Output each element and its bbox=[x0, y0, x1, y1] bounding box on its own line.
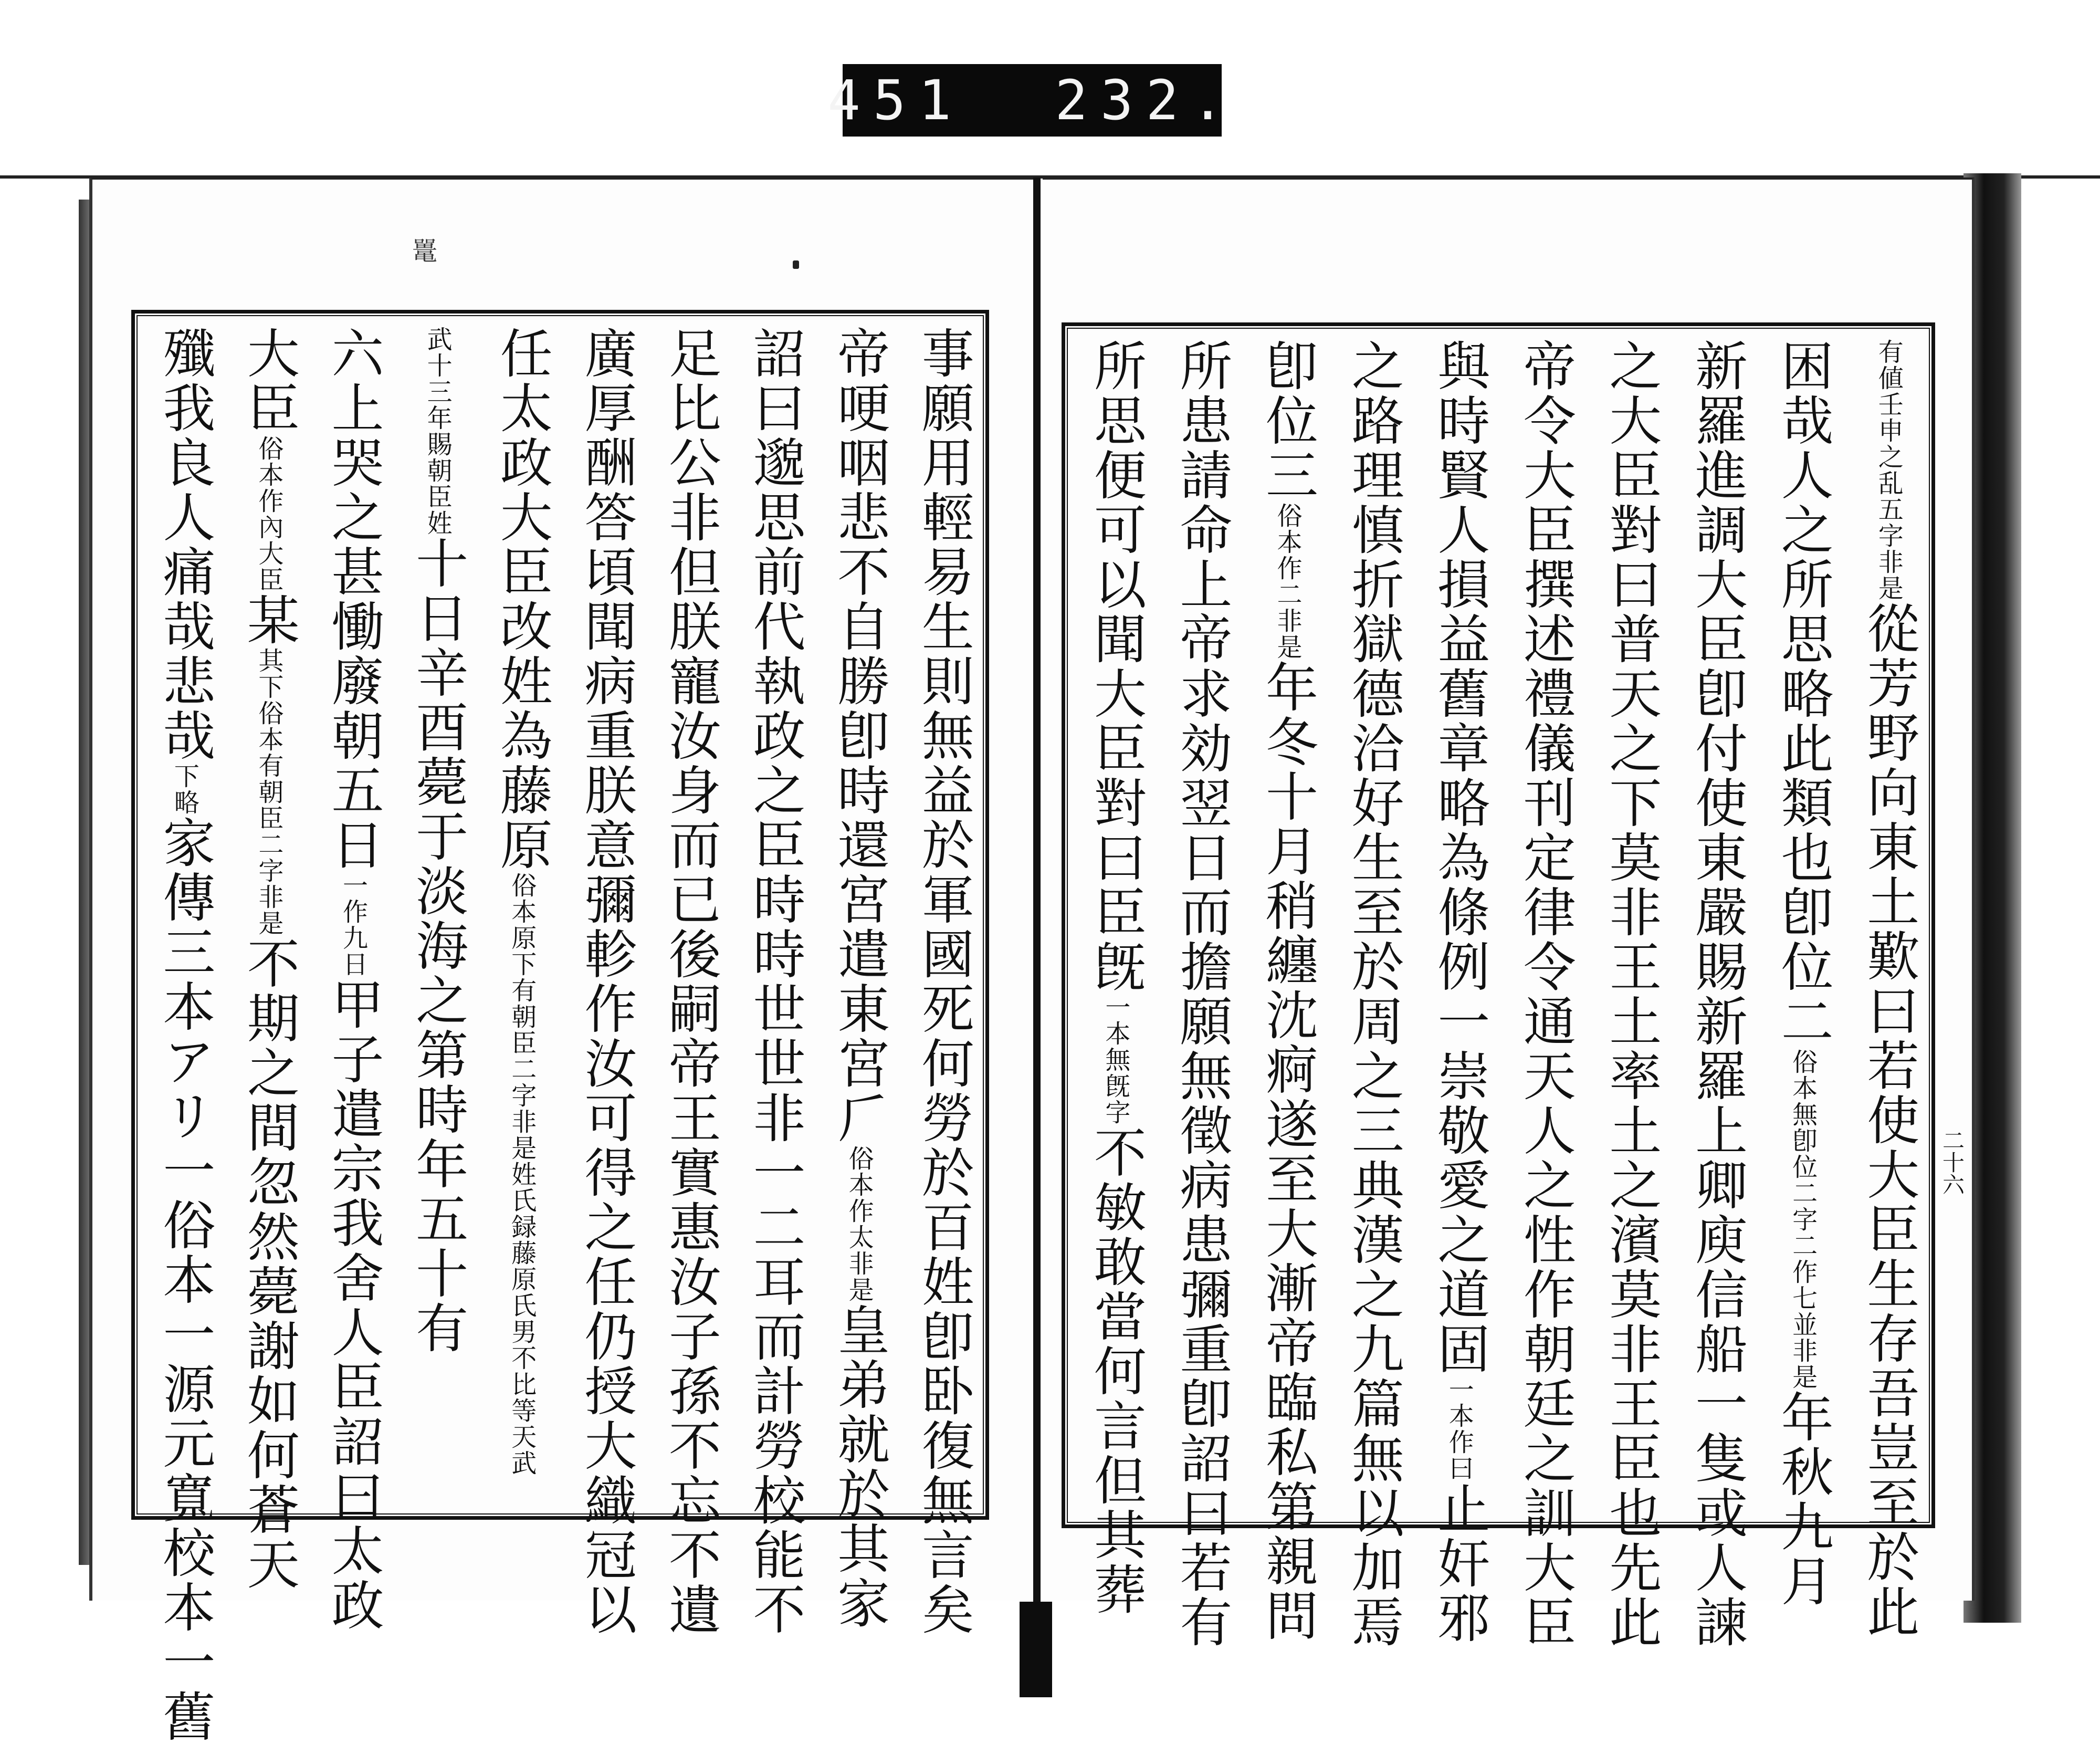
column-text: 不期之間忽然薨謝如何蒼天 bbox=[238, 936, 300, 1592]
column-text: 之路理慎折獄德洽好生至於周之三典漢之九篇無以加焉 bbox=[1342, 339, 1404, 1649]
text-column bbox=[1429, 339, 1490, 1645]
text-column bbox=[659, 326, 721, 1637]
column-text: 詔曰邈思前代執政之臣時時世世非一二耳而計勞校能不 bbox=[744, 326, 806, 1637]
right-text-frame bbox=[1062, 322, 1935, 1649]
book-spine-foot bbox=[1020, 1602, 1052, 1697]
annotation-note: 一本無旣字 bbox=[1100, 994, 1130, 1125]
annotation-note: 下略 bbox=[170, 763, 200, 816]
column-text: 年冬十月稍纏沈痾遂至大漸帝臨私第親問 bbox=[1257, 660, 1318, 1643]
column-text: 某 bbox=[238, 593, 300, 648]
text-column bbox=[912, 326, 974, 1637]
text-column bbox=[1858, 339, 1920, 1639]
text-column bbox=[491, 326, 553, 1476]
column-text: 之大臣對曰普天之下莫非王土率土之濱莫非王臣也先此 bbox=[1600, 339, 1662, 1649]
annotation-note: 有値壬申之乱五字非是 bbox=[1874, 339, 1904, 601]
column-text: 與時賢人損益舊章略為條例一崇敬愛之道固 bbox=[1429, 339, 1490, 1376]
column-text: 止奸邪 bbox=[1429, 1481, 1490, 1645]
column-text: 帝哽咽悲不自勝卽時還宮遣東宮𠂆 bbox=[828, 326, 890, 1145]
text-column bbox=[1686, 339, 1748, 1649]
text-column bbox=[322, 326, 384, 1633]
text-column bbox=[1600, 339, 1662, 1649]
left-page-header-mark: 鼍 bbox=[412, 237, 438, 266]
book-spine bbox=[1033, 177, 1041, 1697]
annotation-note: 俗本作二非是 bbox=[1273, 503, 1302, 660]
ink-dot bbox=[793, 260, 799, 269]
text-column bbox=[238, 326, 300, 1592]
text-column bbox=[1514, 339, 1576, 1649]
left-text-frame bbox=[131, 310, 989, 1744]
annotation-note: 俗本作內大臣 bbox=[254, 435, 284, 593]
text-column bbox=[407, 326, 469, 1355]
column-text: 不敏敢當何言但其葬 bbox=[1085, 1125, 1147, 1617]
column-text: 家傳三本アリ一俗本一源元寬校本一舊 bbox=[154, 816, 216, 1744]
column-text: 新羅進調大臣卽付使東嚴賜新羅上卿庾信船一隻或人諫 bbox=[1686, 339, 1748, 1649]
annotation-note: 武十三年賜朝臣姓 bbox=[423, 326, 453, 536]
column-text: 六上哭之甚慟廢朝五日 bbox=[322, 326, 384, 872]
text-column bbox=[1772, 339, 1834, 1609]
annotation-note: 俗本原下有朝臣二字非是姓氏録藤原氏男不比等天武 bbox=[507, 872, 537, 1476]
text-column bbox=[828, 326, 890, 1631]
text-column bbox=[1257, 339, 1318, 1643]
column-text: 任太政大臣改姓為藤原 bbox=[491, 326, 553, 872]
column-text: 帝令大臣撰述禮儀刊定律令通天人之性作朝廷之訓大臣 bbox=[1514, 339, 1576, 1649]
column-text: 皇弟就於其家 bbox=[828, 1303, 890, 1631]
column-text: 所患請命上帝求効翌日而擔願無徵病患彌重卽詔曰若有 bbox=[1171, 339, 1233, 1649]
column-text: 殲我良人痛哉悲哉 bbox=[154, 326, 216, 763]
text-column bbox=[744, 326, 806, 1637]
column-text: 年秋九月 bbox=[1772, 1390, 1834, 1609]
text-column bbox=[1085, 339, 1147, 1617]
column-text: 從芳野向東土歎曰若使大臣生存吾豈至於此 bbox=[1858, 601, 1920, 1639]
column-text: 所思便可以聞大臣對曰臣旣 bbox=[1085, 339, 1147, 994]
text-column bbox=[575, 326, 637, 1637]
text-column bbox=[154, 326, 216, 1744]
page-number: 二十六 bbox=[1939, 1129, 1965, 1195]
annotation-note: 一本作曰 bbox=[1444, 1376, 1474, 1481]
column-text: 十日辛酉薨于淡海之第時年五十有 bbox=[407, 536, 469, 1355]
column-text: 廣厚酬答頃聞病重朕意彌軫作汝可得之任仍授大織冠以 bbox=[575, 326, 637, 1637]
column-text: 足比公非但朕寵汝身而已後嗣帝王實惠汝子孫不忘不遺 bbox=[659, 326, 721, 1637]
column-text: 甲子遣宗我舍人臣詔曰太政 bbox=[322, 977, 384, 1633]
annotation-note: 俗本無卽位二字二作七並非是 bbox=[1788, 1049, 1818, 1390]
column-text: 大臣 bbox=[238, 326, 300, 435]
column-text: 事願用輕易生則無益於軍國死何勞於百姓卽卧復無言矣 bbox=[912, 326, 974, 1637]
annotation-note: 俗本作太非是 bbox=[844, 1145, 874, 1303]
annotation-note: 其下俗本有朝臣二字非是 bbox=[254, 648, 284, 936]
column-text: 卽位三 bbox=[1257, 339, 1318, 503]
text-column bbox=[1342, 339, 1404, 1649]
annotation-note: 一作九日 bbox=[338, 872, 368, 977]
text-column bbox=[1171, 339, 1233, 1649]
column-text: 困哉人之所思略此類也卽位二 bbox=[1772, 339, 1834, 1049]
scan-reference-label: 451 232. bbox=[843, 64, 1222, 137]
